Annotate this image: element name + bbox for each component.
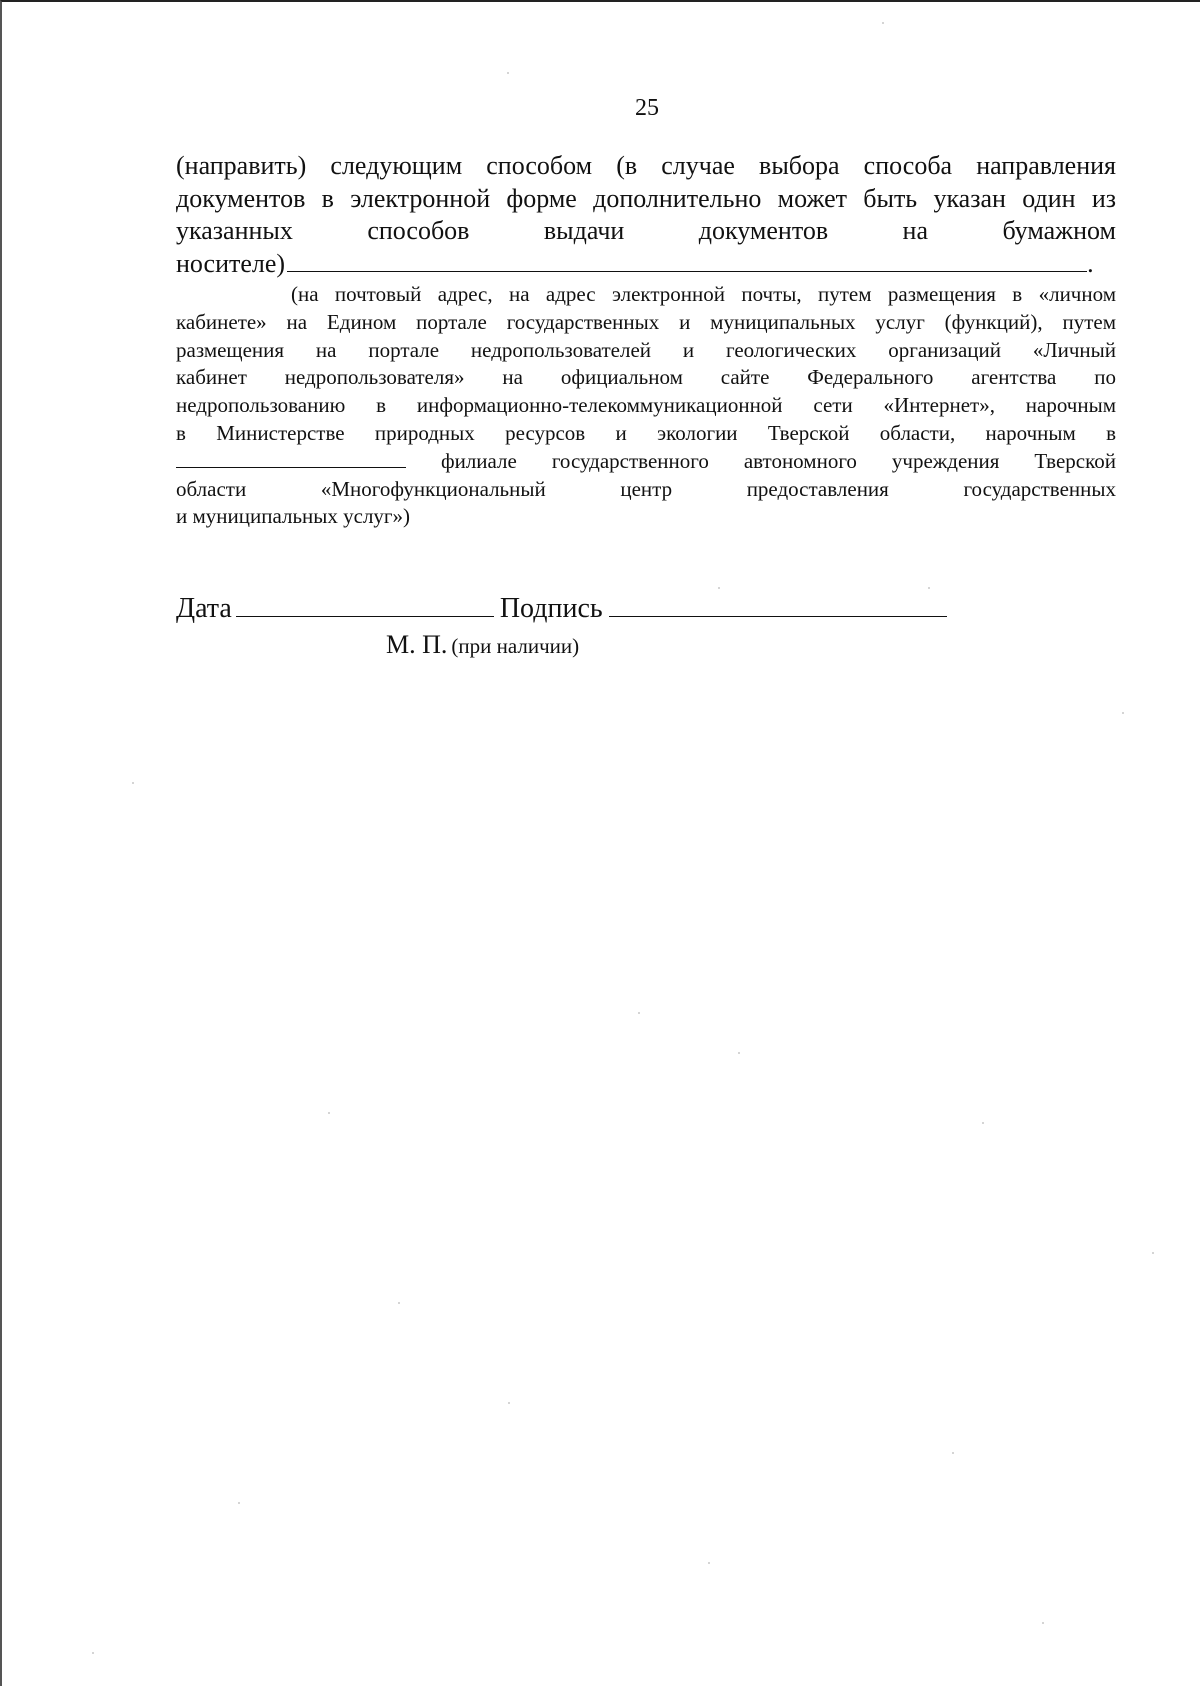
scan-speck xyxy=(132,782,134,784)
signature-row xyxy=(176,592,947,626)
body-line-suffix: . xyxy=(1087,248,1094,278)
body-line: (направить) следующим способом (в случае выбора способа направления xyxy=(176,151,1116,180)
branch-name-blank xyxy=(176,449,406,468)
scan-speck xyxy=(738,1052,740,1054)
date-label: Дата xyxy=(176,593,232,624)
signature-label: Подпись xyxy=(499,593,603,624)
scan-speck xyxy=(882,22,884,24)
hint-line-suffix: филиале государственного автономного учреждения Тверской xyxy=(440,448,1116,473)
body-line-prefix: носителе) xyxy=(176,248,286,278)
hint-line: и муниципальных услуг») xyxy=(176,504,411,529)
signature-field-line xyxy=(609,592,947,617)
scan-speck xyxy=(708,1562,710,1564)
scan-speck xyxy=(1122,712,1124,714)
stamp-label: М. П. xyxy=(386,630,448,659)
hint-paragraph xyxy=(176,281,1116,531)
scan-speck xyxy=(1152,1252,1154,1254)
scan-speck xyxy=(507,72,509,74)
scan-speck xyxy=(982,1122,984,1124)
scan-speck xyxy=(238,1502,240,1504)
stamp-row xyxy=(386,630,579,660)
scan-speck xyxy=(92,1652,94,1654)
body-paragraph xyxy=(176,150,1116,280)
hint-line: (на почтовый адрес, на адрес электронной почты, путем размещения в «личном xyxy=(291,282,1116,306)
scan-speck xyxy=(638,1012,640,1014)
stamp-note: (при наличии) xyxy=(451,634,580,658)
hint-line: области «Многофункциональный центр предоставления государственных xyxy=(176,476,1116,501)
scan-speck xyxy=(952,1452,954,1454)
body-line: документов в электронной форме дополнительно может быть указан один из xyxy=(176,183,1116,213)
scan-speck xyxy=(328,1112,330,1114)
scan-speck xyxy=(1042,1622,1044,1624)
hint-line: недропользованию в информационно-телекоммуникационной сети «Интернет», нарочным xyxy=(176,393,1116,418)
page-number: 25 xyxy=(635,95,659,121)
hint-line: размещения на портале недропользователей и геологических организаций «Личный xyxy=(176,337,1116,362)
scan-speck xyxy=(508,1402,510,1404)
hint-line-with-blank xyxy=(176,448,1116,476)
hint-line: в Министерстве природных ресурсов и экологии Тверской области, нарочным в xyxy=(176,420,1116,445)
date-field-line xyxy=(236,592,494,617)
scan-speck xyxy=(928,587,930,589)
body-line-with-blank xyxy=(176,248,1116,281)
scan-speck xyxy=(718,587,720,589)
hint-line: кабинете» на Едином портале государственных и муниципальных услуг (функций), путем xyxy=(176,309,1116,334)
hint-line: кабинет недропользователя» на официальном сайте Федерального агентства по xyxy=(176,365,1116,390)
delivery-method-blank xyxy=(287,249,1087,272)
scan-speck xyxy=(398,1302,400,1304)
body-line: указанных способов выдачи документов на бумажном xyxy=(176,216,1116,245)
